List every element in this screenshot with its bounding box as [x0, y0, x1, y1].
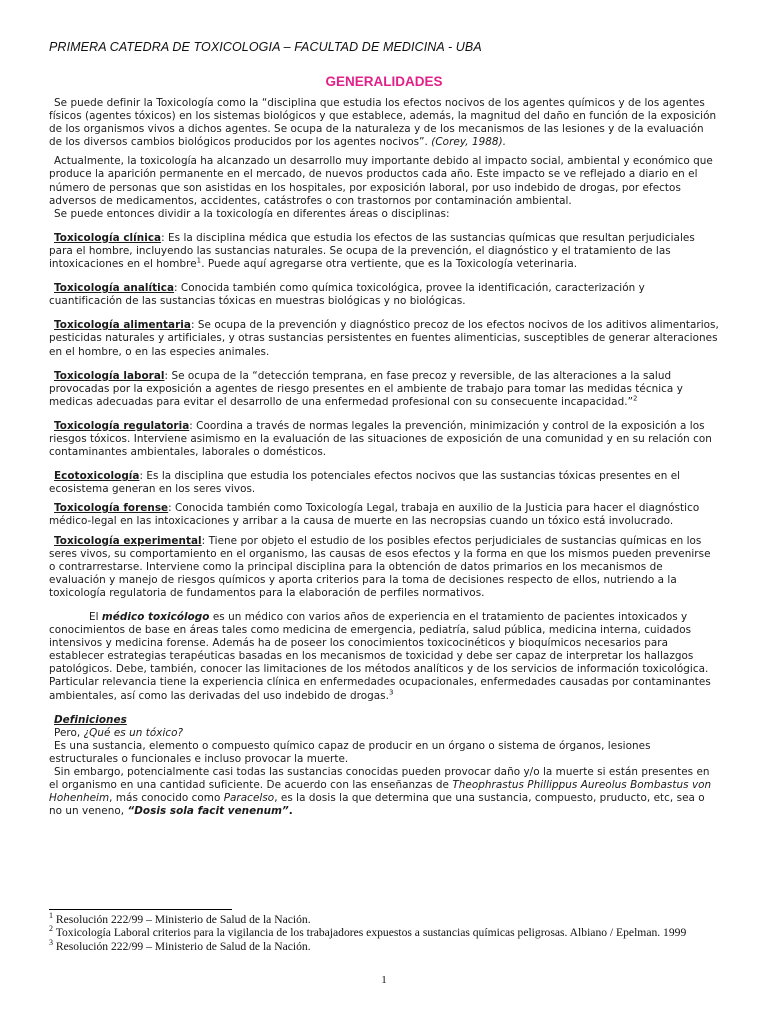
area-text: : Tiene por objeto el estudio de los posibles efectos perjudiciales de sustancias químicas en los seres vivos, su comportamiento en el organismo, las causas de esos efectos y la forma en que los mismos pueden prevenirse o contrarrestarse. Interviene como la principal disciplina para la obtención de datos primarios en los mecanismos de evaluación y manejo de riesgos químicos y aporta criterios para la toma de decisiones respecto de ellos, nutriendo a la toxicología regulatoria de fundamentos para la elaboración de perfiles normativos. [49, 534, 711, 599]
footnote [49, 926, 719, 939]
definition-paragraph-2 [49, 766, 719, 818]
area-paragraph [49, 535, 719, 600]
definitions-heading-text: Definiciones [54, 713, 127, 726]
area-paragraph [49, 232, 719, 271]
section-title: GENERALIDADES [325, 74, 443, 89]
page-number: 1 [381, 974, 387, 986]
area-term: Ecotoxicología [54, 470, 140, 483]
intro-paragraph-2: Actualmente, la toxicología ha alcanzado un desarrollo muy importante debido al impacto social, ambiental y económico que produce la aparición permanente en el mercado, de nuevos productos cada año. Este impacto se ve reflejado a diario en el número de personas que son asistidas en los hospitales, por exposición laboral, por uso indebido de drogas, por efectos adversos de medicamentos, accidentes, catástrofes o con trastornos por contaminación ambiental. [49, 155, 713, 207]
area-text: : Se ocupa de la “detección temprana, en fase precoz y reversible, de las alteraciones a la salud provocadas por la exposición a agentes de riesgo presentes en el ambiente de trabajo para tomar las medidas técnica y medicas adecuadas para evitar el desarrollo de una enfermedad profesional con su consecuente incapacidad.” [49, 369, 683, 408]
intro-paragraph-1 [49, 97, 719, 149]
footnote-ref: 3 [388, 688, 394, 697]
area-text: : Conocida también como Toxicología Legal, trabaja en auxilio de la Justicia para hacer el diagnóstico médico-legal en las intoxicaciones y arribar a la causa de muerte en las necropsias cuando un tóxico está involucrado. [49, 502, 700, 528]
def-name: Theophrastus Phillippus Aureolus Bombastus von Hohenheim [49, 779, 712, 805]
area-paragraph [49, 282, 719, 308]
area-term: Toxicología alimentaria [54, 319, 191, 332]
footnote-ref: 2 [633, 394, 638, 403]
footnote-text: Resolución 222/99 – Ministerio de Salud de la Nación. [55, 939, 311, 953]
area-text: : Es la disciplina médica que estudia los efectos de las sustancias químicas que resultan perjudiciales para el hombre, incluyendo las sustancias naturales. Se ocupa de la prevención, el diagnóstico y el tratamiento de las intoxicaciones en el hombre [49, 231, 695, 271]
area-text: : Es la disciplina que estudia los potenciales efectos nocivos que las sustancias tóxicas presentes en el ecosistema generan en los seres vivos. [49, 470, 681, 496]
intro-paragraph-3: Se puede entonces dividir a la toxicología en diferentes áreas o disciplinas: [54, 207, 450, 220]
area-paragraph [49, 420, 719, 459]
footnote-ref: 1 [196, 256, 202, 265]
area-text: : Se ocupa de la prevención y diagnóstico precoz de los efectos nocivos de los aditivos alimentarios, pesticidas naturales y artificiales, y otras sustancias persistentes en fuentes alimenticias, susceptibles de generar alteraciones en el hombre, o en las especies animales. [49, 319, 719, 358]
footnote-number: 3 [49, 937, 53, 947]
area-paragraph [49, 370, 719, 409]
area-term: Toxicología analítica [54, 282, 175, 295]
question-line [49, 727, 719, 740]
area-paragraph [49, 502, 719, 528]
def-quote: “Dosis sola facit venenum” [127, 805, 289, 818]
def-paracelso: Paracelso [223, 792, 275, 805]
intro-definition: Se puede definir la Toxicología como la “disciplina que estudia los efectos nocivos de los agentes químicos y de los agentes físicos (agentes tóxicos) en los sistemas biológicos y que establece, además, la magnitud del daño en función de la exposición de los organismos vivos a dichos agentes. Se ocupa de la naturaleza y de los mecanismos de las lesiones y de la evaluación de los diversos cambios biológicos producidos por los agentes nocivos”. [49, 97, 717, 149]
medico-term: médico toxicólogo [101, 611, 210, 623]
def-text-b: , más conocido como [109, 792, 224, 805]
area-text: : Coordina a través de normas legales la prevención, minimización y control de la exposición a los riesgos tóxicos. Interviene asimismo en la evaluación de las situaciones de exposición de una comunidad y en su relación con contaminantes ambientales, laborales o domésticos. [49, 419, 712, 459]
body-text [49, 97, 719, 818]
footnote-text: Toxicología Laboral criterios para la vigilancia de los trabajadores expuestos a sustancias químicas peligrosas. Albiano / Epelman. 1999 [55, 926, 687, 940]
definitions-heading [49, 714, 719, 727]
question-text: ¿Qué es un tóxico? [83, 726, 184, 739]
area-term: Toxicología regulatoria [54, 419, 190, 432]
area-text: : Conocida también como química toxicológica, provee la identificación, caracterización y cuantificación de las sustancias tóxicas en muestras biológicas y no biológicas. [49, 282, 645, 308]
footnote [49, 937, 719, 953]
page-header: PRIMERA CATEDRA DE TOXICOLOGIA – FACULTAD DE MEDICINA - UBA [49, 40, 482, 54]
question-lead: Pero, [54, 726, 84, 739]
medico-paragraph [49, 611, 719, 703]
area-term: Toxicología experimental [54, 534, 202, 547]
area-paragraph [49, 470, 719, 496]
area-term: Toxicología forense [54, 502, 169, 515]
area-text-after: . Puede aquí agregarse otra vertiente, que es la Toxicología veterinaria. [201, 258, 578, 271]
citation: (Corey, 1988). [431, 136, 507, 149]
def-end: . [288, 805, 293, 818]
footnote-text: Resolución 222/99 – Ministerio de Salud de la Nación. [55, 913, 311, 926]
footnotes [49, 913, 719, 953]
area-term: Toxicología laboral [54, 369, 165, 382]
area-paragraph [49, 319, 719, 358]
footnote [49, 913, 719, 926]
def-text-a: Sin embargo, potencialmente casi todas las sustancias conocidas pueden provocar daño y/o la muerte si están presentes en el organismo en una cantidad suficiente. De acuerdo con las enseñanzas de [49, 766, 710, 792]
area-term: Toxicología clínica [54, 231, 162, 244]
footnote-divider [49, 909, 232, 910]
footnote-number: 1 [49, 911, 53, 921]
definition-paragraph-1: Es una sustancia, elemento o compuesto químico capaz de producir en un órgano o sistema de órganos, lesiones estructurales o funcionales e incluso provocar la muerte. [49, 739, 651, 765]
footnote-number: 2 [49, 924, 53, 934]
medico-lead: El [89, 611, 102, 623]
medico-text: es un médico con varios años de experiencia en el tratamiento de pacientes intoxicados y conocimientos de base en áreas tales como medicina de emergencia, pediatría, salud pública, medicina interna, cuidados intensivos y medicina forense. Además ha de poseer los conocimientos toxicocinéticos y bioquímicos necesarios para establecer estrategias terapéuticas basadas en los mecanismos de toxicidad y debe ser capaz de interpretar los hallazgos patológicos. Debe, también, conocer las limitaciones de los métodos analíticos y de los servicios de información toxicológica. Particular relevancia tiene la experiencia clínica en enfermedades ocupacionales, enfermedades causadas por contaminantes ambientales, así como las derivadas del uso indebido de drogas. [49, 611, 711, 702]
def-text-c: , es la dosis la que determina que una sustancia, compuesto, pruducto, etc, sea o no un veneno, [49, 792, 705, 818]
